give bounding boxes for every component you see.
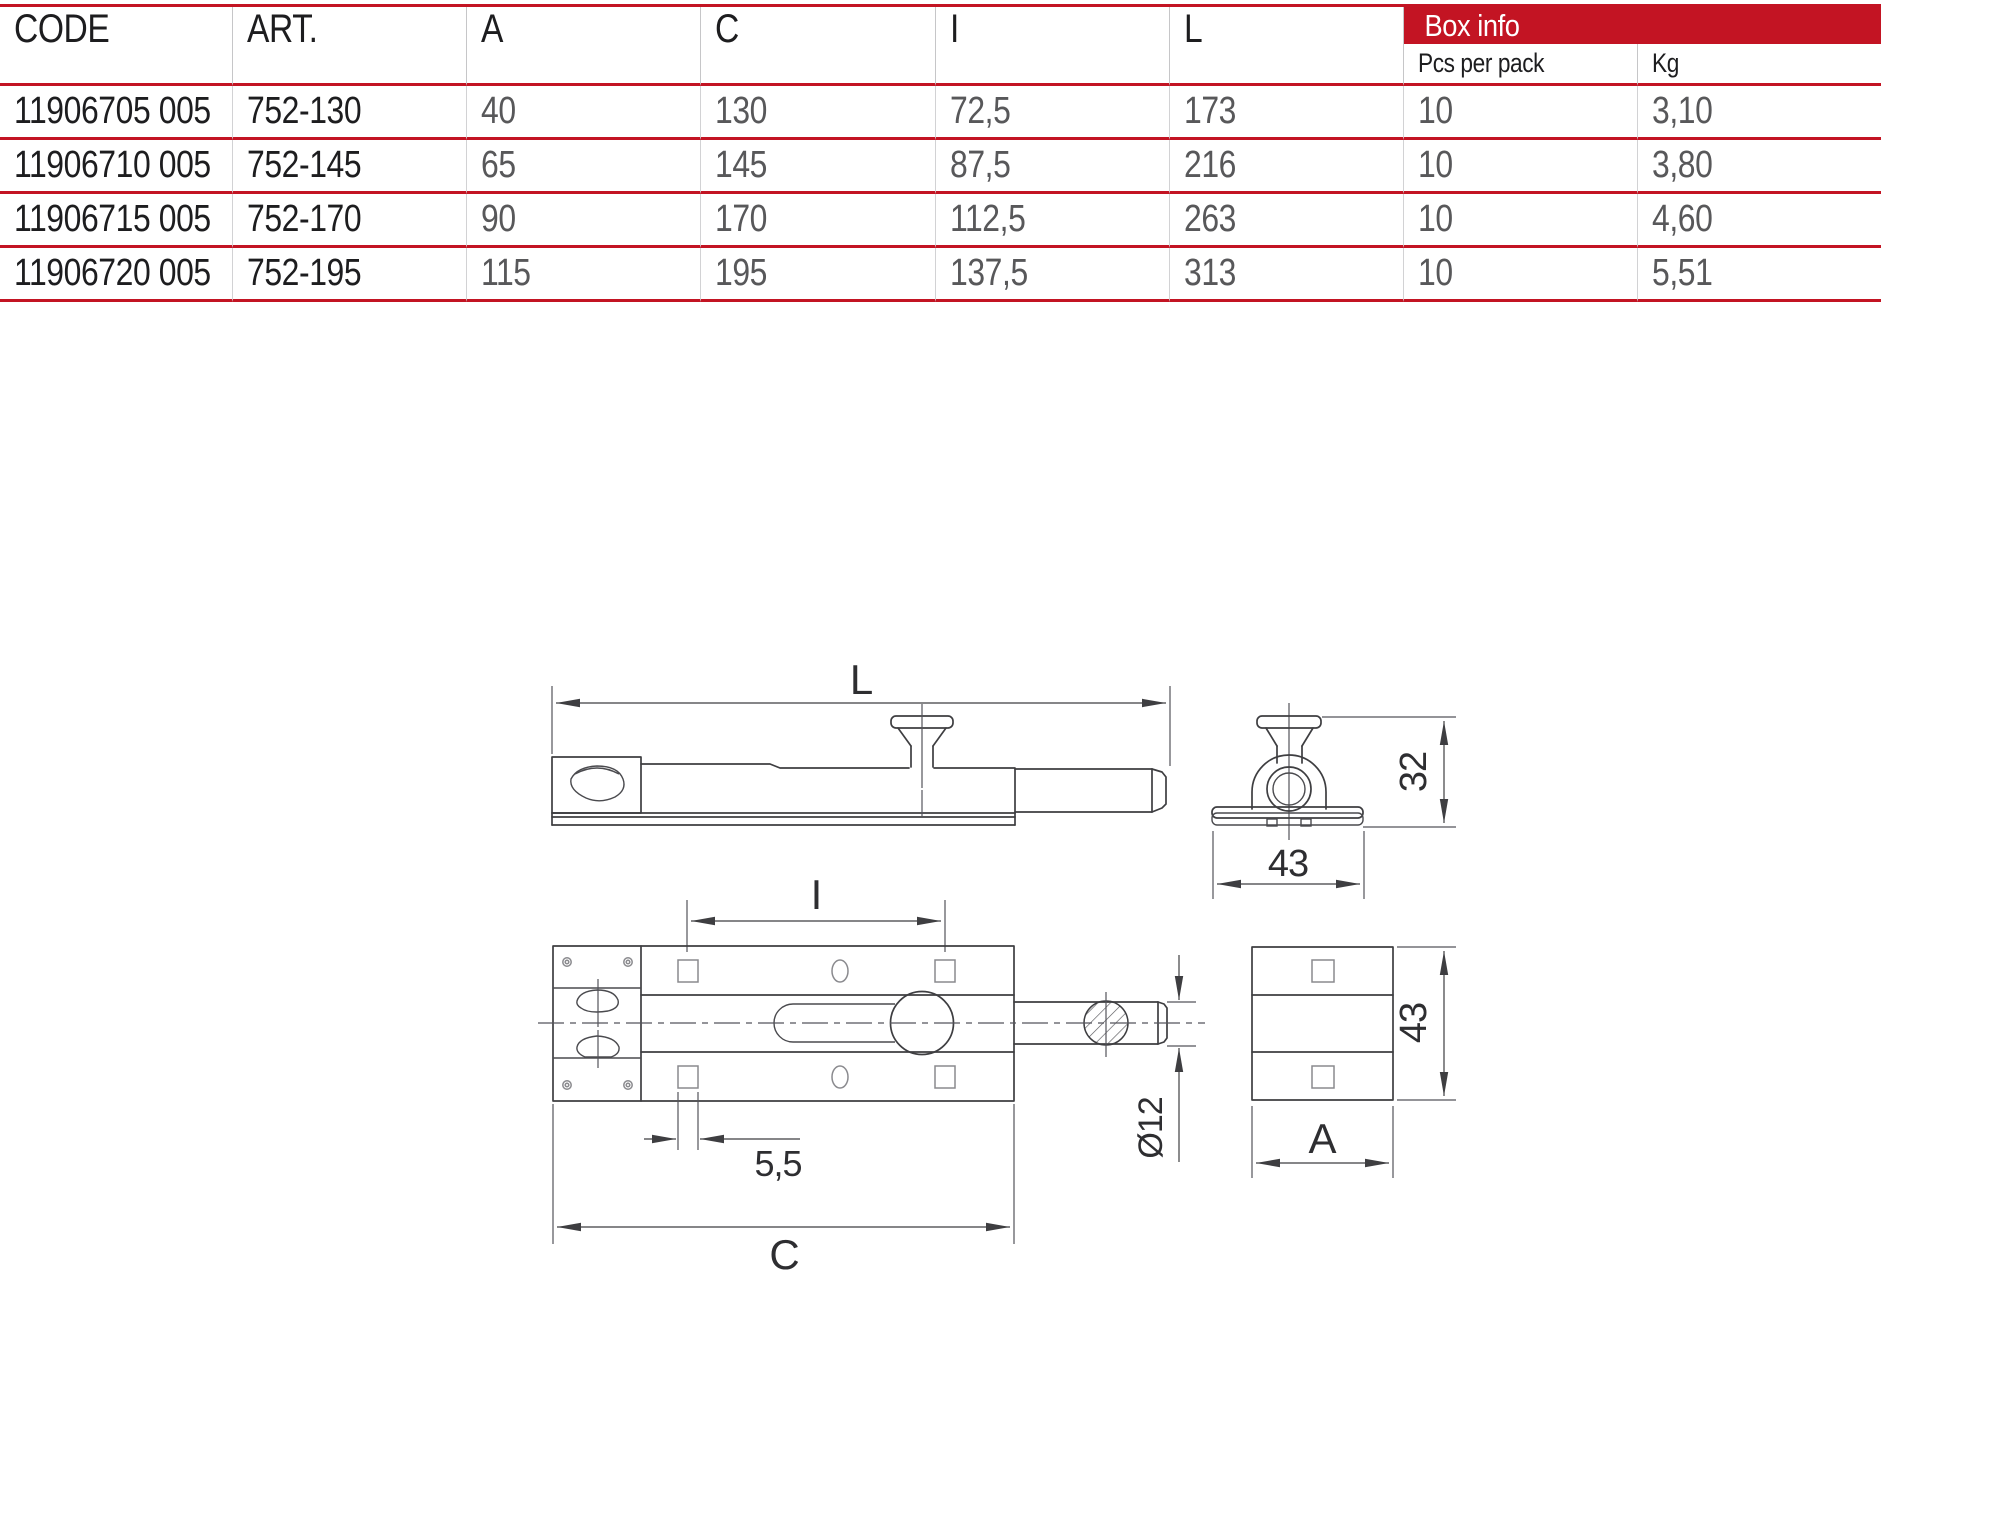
cell-a: 40	[467, 86, 701, 140]
dim-label-43-base: 43	[1267, 843, 1309, 885]
col-header-c: C	[701, 7, 936, 86]
cell-kg: 3,80	[1638, 140, 1881, 194]
cell-code: 11906715 005	[0, 194, 233, 248]
dim-label-rod-diameter: Ø12	[1132, 1097, 1170, 1159]
fixing-holes	[678, 960, 955, 1088]
cell-art: 752-130	[233, 86, 467, 140]
dim-label-I: I	[810, 871, 822, 918]
cell-l: 216	[1170, 140, 1404, 194]
cell-i: 72,5	[936, 86, 1170, 140]
cell-l: 173	[1170, 86, 1404, 140]
cell-i: 137,5	[936, 248, 1170, 302]
col-header-code: CODE	[0, 7, 233, 86]
dimension-I	[687, 871, 945, 952]
cell-pcs: 10	[1404, 248, 1638, 302]
cell-l: 263	[1170, 194, 1404, 248]
cell-art: 752-195	[233, 248, 467, 302]
cell-pcs: 10	[1404, 86, 1638, 140]
dimension-A	[1252, 1106, 1393, 1178]
dimension-rod-diameter	[1132, 955, 1196, 1162]
col-header-pcs-per-pack: Pcs per pack	[1404, 44, 1638, 86]
col-header-a: A	[467, 7, 701, 86]
dimension-32	[1322, 717, 1456, 827]
dimension-C	[553, 1104, 1014, 1278]
cell-c: 195	[701, 248, 936, 302]
dimension-43-base	[1213, 831, 1364, 899]
cell-art: 752-145	[233, 140, 467, 194]
cell-code: 11906720 005	[0, 248, 233, 302]
col-header-i: I	[936, 7, 1170, 86]
cell-l: 313	[1170, 248, 1404, 302]
cell-i: 112,5	[936, 194, 1170, 248]
cell-kg: 3,10	[1638, 86, 1881, 140]
col-header-art: ART.	[233, 7, 467, 86]
cell-kg: 5,51	[1638, 248, 1881, 302]
keeper-loop	[571, 766, 624, 801]
dim-label-C: C	[769, 1231, 799, 1278]
dimension-5-5	[644, 1092, 802, 1184]
cell-i: 87,5	[936, 140, 1170, 194]
side-view	[552, 656, 1170, 825]
col-header-kg: Kg	[1638, 44, 1881, 86]
cell-a: 115	[467, 248, 701, 302]
cell-c: 145	[701, 140, 936, 194]
dim-label-32: 32	[1393, 751, 1435, 793]
end-view	[1212, 703, 1456, 899]
cell-a: 65	[467, 140, 701, 194]
dimension-43-front	[1393, 947, 1456, 1100]
dim-label-43-front: 43	[1393, 1002, 1435, 1044]
col-header-l: L	[1170, 7, 1404, 86]
cell-c: 130	[701, 86, 936, 140]
front-view	[1252, 947, 1456, 1178]
cell-pcs: 10	[1404, 140, 1638, 194]
cell-c: 170	[701, 194, 936, 248]
body-front	[1252, 947, 1393, 1100]
dimension-L	[552, 656, 1170, 766]
fixing-holes-front	[1312, 960, 1334, 1088]
cell-code: 11906705 005	[0, 86, 233, 140]
plan-view	[538, 871, 1205, 1278]
dim-label-L: L	[849, 656, 873, 703]
cell-pcs: 10	[1404, 194, 1638, 248]
cell-art: 752-170	[233, 194, 467, 248]
bolt-rod-side	[1015, 769, 1166, 812]
cell-a: 90	[467, 194, 701, 248]
dim-label-5-5: 5,5	[754, 1143, 802, 1184]
cell-kg: 4,60	[1638, 194, 1881, 248]
knob-side	[891, 704, 953, 818]
dim-label-A: A	[1308, 1115, 1336, 1162]
box-info-band: Box info	[1404, 7, 1881, 44]
cell-code: 11906710 005	[0, 140, 233, 194]
